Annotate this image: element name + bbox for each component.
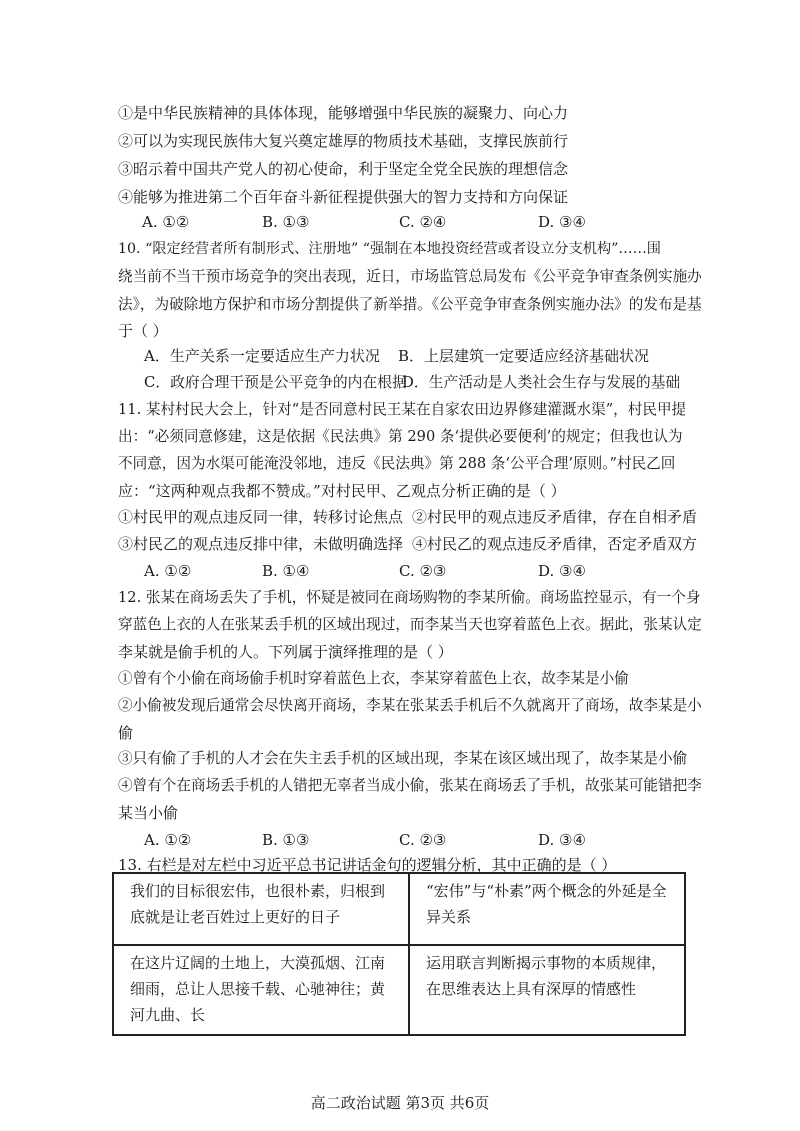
q9-item-2: ②可以为实现民族伟大复兴奠定雄厚的物质技术基础，支撑民族前行 [118,132,569,150]
q13-row2-right: 运用联言判断揭示事物的本质规律，在思维表达上具有深厚的情感性 [409,945,685,1035]
q13-table [112,872,686,1036]
q12-item-2: ②小偷被发现后通常会尽快离开商场，李某在张某丢手机后不久就离开了商场，故李某是小 [118,697,702,714]
q11-item-2: ②村民甲的观点违反矛盾律，存在自相矛盾 [412,508,698,526]
q12-option-b: B. ①③ [262,831,310,849]
q10-option-c: C．政府合理干预是公平竞争的内在根据 [144,374,407,391]
q11-item-4: ④村民乙的观点违反矛盾律，否定矛盾双方 [412,535,698,553]
q12-stem-line-2: 穿蓝色上衣的人在张某丢手机的区域出现过，而李某当天也穿着蓝色上衣。据此，张某认定 [118,616,702,633]
q10-stem-line-4: 于（ ） [118,322,168,340]
q9-option-d: D. ③④ [538,213,586,231]
q13-row2-left: 在这片辽阔的土地上，大漠孤烟、江南细雨，总让人思接千载、心驰神往；黄河九曲、长 [113,945,409,1035]
q9-item-3: ③昭示着中国共产党人的初心使命，利于坚定全党全民族的理想信念 [118,160,569,178]
table-row [113,945,685,1035]
q12-item-4: ④曾有个在商场丢手机的人错把无辜者当成小偷，张某在商场丢了手机，故张某可能错把李 [118,777,702,794]
q13-stem: 13. 右栏是对左栏中习近平总书记讲话金句的逻辑分析，其中正确的是（ ） [118,856,617,874]
q12-item-1: ①曾有个小偷在商场偷手机时穿着蓝色上衣，李某穿着蓝色上衣，故李某是小偷 [118,670,629,687]
q11-option-a: A. ①② [144,562,192,580]
q10-stem-line-2: 绕当前不当干预市场竞争的突出表现，近日，市场监管总局发布《公平竞争审查条例实施办 [118,268,702,285]
q11-option-b: B. ①④ [262,562,310,580]
q11-stem-line-2: 出：“必须同意修建，这是依据《民法典》第 290 条‘提供必要便利’的规定；但我也认为 [118,428,683,445]
table-row [113,873,685,945]
q11-stem-line-4: 应：“这两种观点我都不赞成。”对村民甲、乙观点分析正确的是（ ） [118,482,566,500]
page-footer: 高二政治试题 第3页 共6页 [310,1094,490,1112]
q11-options [0,561,800,581]
q10-option-d: D．生产活动是人类社会生存与发展的基础 [402,374,681,391]
q9-option-a: A. ①② [142,213,190,231]
q12-options [0,830,800,850]
q10-stem-line-1: 10. “限定经营者所有制形式、注册地” “强制在本地投资经营或者设立分支机构”……围 [118,241,661,257]
q11-stem-line-1: 11. 某村村民大会上，针对“是否同意村民王某在自家农田边界修建灌溉水渠”，村民甲提 [118,401,687,418]
q13-row1-left: 我们的目标很宏伟，也很朴素，归根到底就是让老百姓过上更好的日子 [113,873,409,945]
q12-option-c: C. ②③ [399,831,447,849]
q12-item-4-cont: 某当小偷 [118,804,179,822]
q9-options [0,212,800,232]
q9-option-c: C. ②④ [399,213,447,231]
q11-stem-line-3: 不同意，因为水渠可能淹没邻地，违反《民法典》第 288 条‘公平合理’原则。”村民乙回 [118,455,676,472]
q12-option-d: D. ③④ [538,831,586,849]
q13-row1-right: “宏伟”与“朴素”两个概念的外延是全异关系 [409,873,685,945]
q11-item-3: ③村民乙的观点违反排中律，未做明确选择 [118,535,404,553]
q12-item-3: ③只有偷了手机的人才会在失主丢手机的区域出现，李某在该区域出现了，故李某是小偷 [118,750,688,767]
q9-item-1: ①是中华民族精神的具体体现，能够增强中华民族的凝聚力、向心力 [118,104,569,122]
q9-option-b: B. ①③ [262,213,310,231]
q11-option-d: D. ③④ [538,562,586,580]
q10-stem-line-3: 法》，为破除地方保护和市场分割提供了新举措。《公平竞争审查条例实施办法》的发布是基 [118,296,702,313]
q12-option-a: A. ①② [144,831,192,849]
q11-item-1: ①村民甲的观点违反同一律，转移讨论焦点 [118,508,404,526]
q12-item-2-cont: 偷 [118,724,134,742]
q9-item-4: ④能够为推进第二个百年奋斗新征程提供强大的智力支持和方向保证 [118,188,569,206]
q10-option-b: B．上层建筑一定要适应经济基础状况 [398,347,650,365]
q11-option-c: C. ②③ [399,562,447,580]
q12-stem-line-3: 李某就是偷手机的人。下列属于演绎推理的是（ ） [118,643,453,661]
q12-stem-line-1: 12. 张某在商场丢失了手机，怀疑是被同在商场购物的李某所偷。商场监控显示，有一个身 [118,589,701,606]
q10-option-a: A．生产关系一定要适应生产力状况 [144,347,380,365]
